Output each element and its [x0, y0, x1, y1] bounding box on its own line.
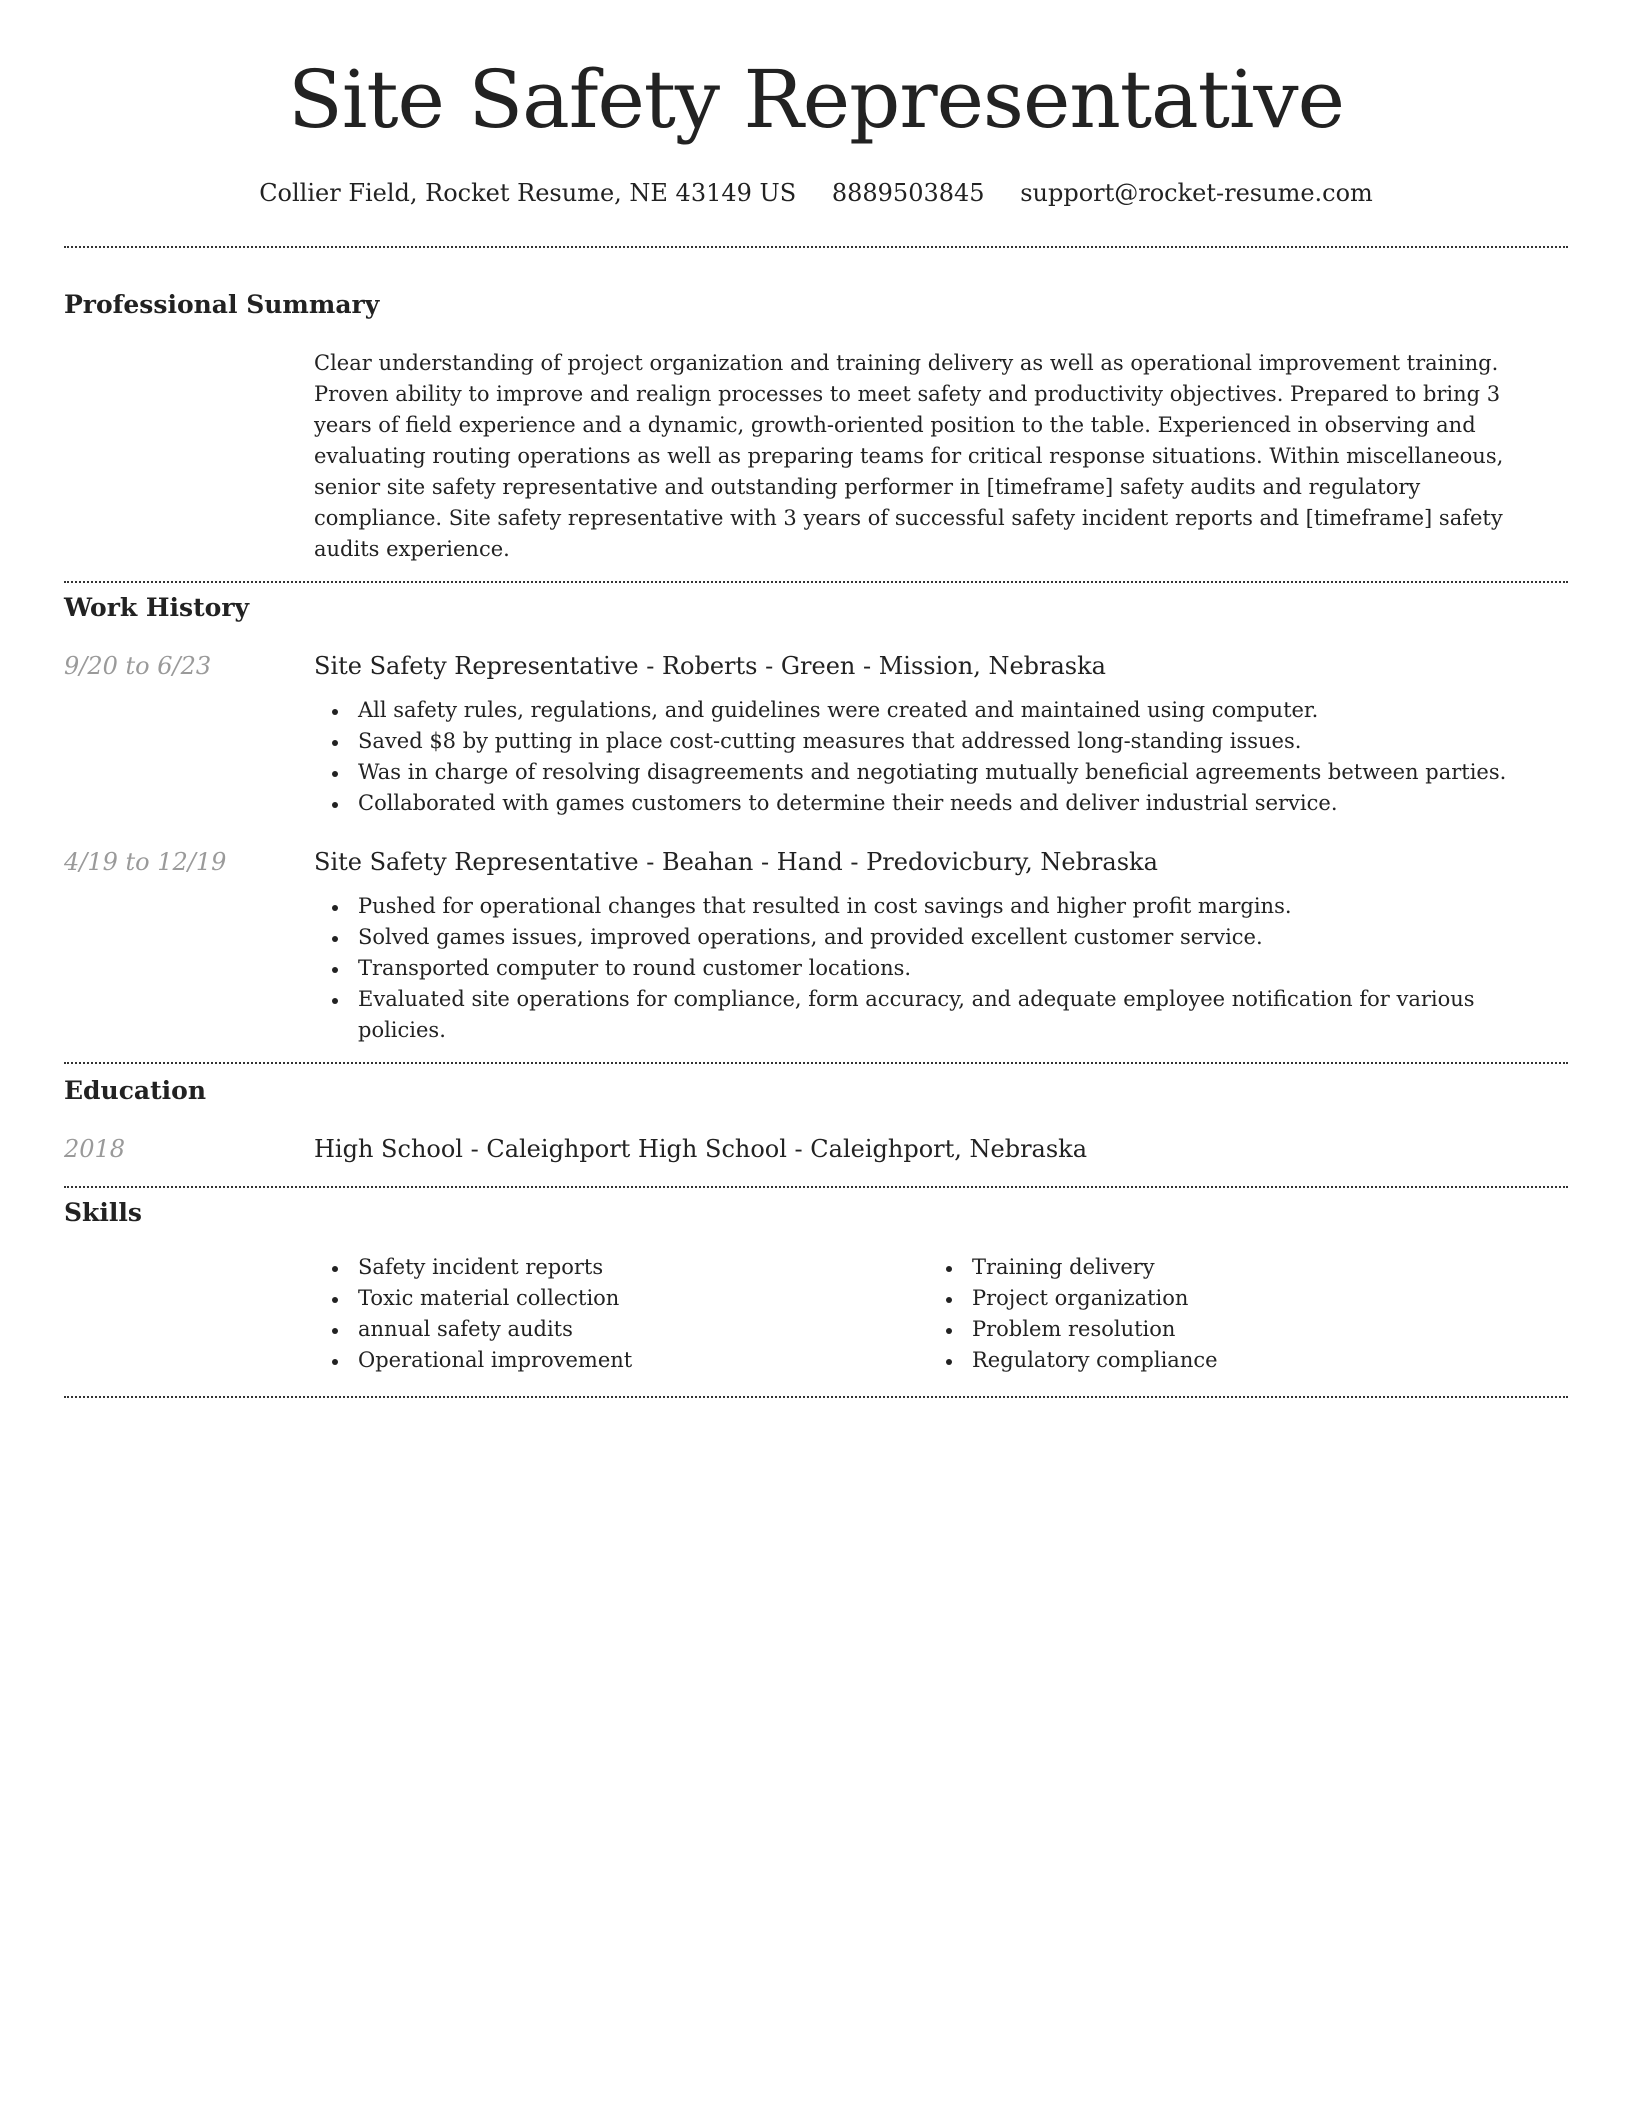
education-section — [64, 1076, 1568, 1164]
list-item: Was in charge of resolving disagreements and negotiating mutually beneficial agreements between parties. — [314, 757, 1568, 788]
skill-item: Project organization — [928, 1283, 1542, 1314]
section-title-skills: Skills — [64, 1198, 142, 1227]
skill-item: Problem resolution — [928, 1314, 1542, 1345]
job-role: Site Safety Representative — [314, 848, 639, 876]
job-bullets — [314, 891, 1568, 1046]
divider — [64, 246, 1568, 248]
job-entry — [64, 847, 1568, 1046]
skill-item: Safety incident reports — [314, 1252, 928, 1283]
job-entry — [64, 651, 1568, 819]
job-dates: 9/20 to 6/23 — [64, 652, 212, 680]
job-details: - Beahan - Hand - Predovicbury, Nebraska — [638, 848, 1158, 876]
summary-text: Clear understanding of project organization and training delivery as well as operational improvement training. Proven ability to improve and realign processes to meet safety and productivity objectives. Prepared to bring 3 years of field experience and a dynamic, growth-oriented position to the table. Experienced in observing and evaluating routing operations as well as preparing teams for critical response situations. Within miscellaneous, senior site safety representative and outstanding performer in [timeframe] safety audits and regulatory compliance. Site safety representative with 3 years of successful safety incident reports and [timeframe] safety audits experience. — [314, 351, 1504, 561]
education-heading — [314, 1134, 1568, 1164]
list-item: Transported computer to round customer locations. — [314, 953, 1568, 984]
skill-item: Toxic material collection — [314, 1283, 928, 1314]
divider — [64, 1396, 1568, 1398]
skills-section — [64, 1198, 1568, 1376]
contact-line — [64, 178, 1568, 208]
list-item: Saved $8 by putting in place cost-cutting measures that addressed long-standing issues. — [314, 726, 1568, 757]
list-item: Evaluated site operations for compliance, form accuracy, and adequate employee notification for various policies. — [314, 984, 1568, 1046]
list-item: Solved games issues, improved operations, and provided excellent customer service. — [314, 922, 1568, 953]
job-heading — [314, 847, 1568, 877]
job-bullets — [314, 695, 1568, 819]
skills-list-left — [314, 1252, 928, 1376]
list-item: Pushed for operational changes that resulted in cost savings and higher profit margins. — [314, 891, 1568, 922]
education-degree: High School — [314, 1135, 463, 1163]
divider — [64, 581, 1568, 583]
skill-item: Operational improvement — [314, 1345, 928, 1376]
contact-address: Collier Field, Rocket Resume, NE 43149 US — [259, 179, 797, 207]
contact-phone: 8889503845 — [831, 179, 985, 207]
skill-item: Regulatory compliance — [928, 1345, 1542, 1376]
candidate-name: Site Safety Representative — [288, 53, 1344, 146]
section-title-work-history: Work History — [64, 593, 250, 622]
education-details: - Caleighport High School - Caleighport, Nebraska — [462, 1135, 1088, 1163]
section-title-education: Education — [64, 1076, 207, 1105]
job-details: - Roberts - Green - Mission, Nebraska — [638, 652, 1106, 680]
job-role: Site Safety Representative — [314, 652, 639, 680]
job-dates: 4/19 to 12/19 — [64, 848, 227, 876]
work-history-section — [64, 593, 1568, 1046]
summary-section — [64, 290, 1568, 565]
skill-item: Training delivery — [928, 1252, 1542, 1283]
job-heading — [314, 651, 1568, 681]
divider — [64, 1186, 1568, 1188]
skills-columns — [314, 1252, 1568, 1376]
list-item: Collaborated with games customers to determine their needs and deliver industrial service. — [314, 788, 1568, 819]
section-title-summary: Professional Summary — [64, 290, 380, 319]
skill-item: annual safety audits — [314, 1314, 928, 1345]
list-item: All safety rules, regulations, and guidelines were created and maintained using computer. — [314, 695, 1568, 726]
education-year: 2018 — [64, 1135, 126, 1163]
divider — [64, 1062, 1568, 1064]
contact-email[interactable]: support@rocket-resume.com — [1020, 179, 1373, 207]
skills-list-right — [928, 1252, 1542, 1376]
education-entry — [64, 1134, 1568, 1164]
